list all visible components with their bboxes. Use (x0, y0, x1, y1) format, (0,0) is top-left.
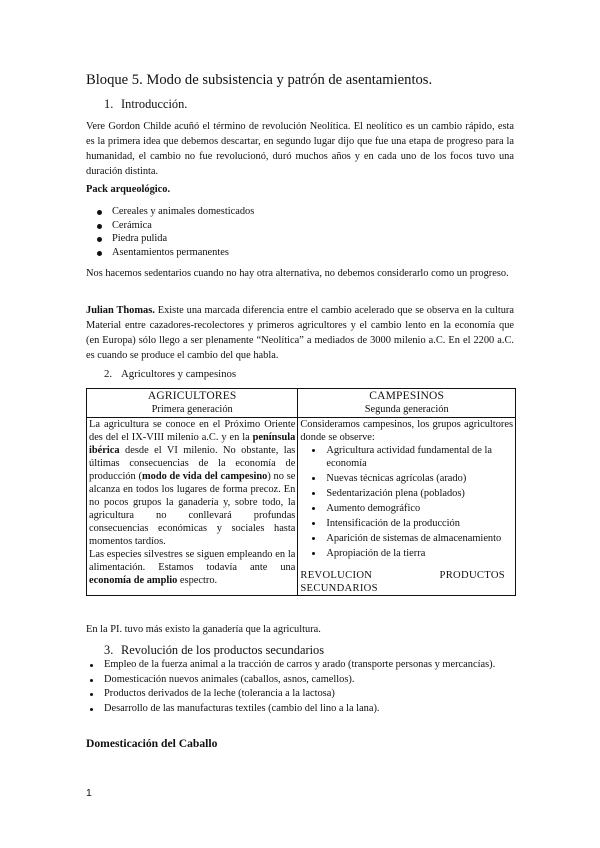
section-title: Revolución de los productos secundarios (121, 643, 325, 657)
bullet-icon (90, 693, 93, 696)
list-item: Apropiación de la tierra (300, 547, 513, 560)
page-title: Bloque 5. Modo de subsistencia y patrón de asentamientos. (86, 72, 433, 88)
pi-paragraph: En la PI. tuvo más existo la ganadería que la agricultura. (86, 624, 321, 635)
sedentarios-paragraph: Nos hacemos sedentarios cuando no hay otra alternativa, no debemos considerarlo como un progreso. (86, 268, 509, 279)
list-item: Productos derivados de la leche (tolerancia a la lactosa) (84, 687, 518, 702)
list-item: Empleo de la fuerza animal a la tracción de carros y arado (transporte personas y mercancías). (84, 658, 518, 673)
table-header-row (87, 389, 516, 418)
section-heading-introduccion (104, 96, 187, 113)
list-item: Piedra pulida (86, 232, 254, 246)
list-item: Sedentarización plena (poblados) (300, 487, 513, 500)
bullet-icon (97, 251, 102, 256)
section-heading-agricultores (104, 367, 236, 382)
list-item: Intensificación de la producción (300, 517, 513, 530)
pack-heading: Pack arqueológico. (86, 184, 171, 195)
bullet-icon (312, 507, 315, 510)
bullet-icon (312, 492, 315, 495)
section-number: 3. (104, 643, 114, 657)
agricultores-campesinos-table (86, 388, 516, 596)
bullet-icon (97, 224, 102, 229)
list-item: Desarrollo de las manufacturas textiles (cambio del lino a la lana). (84, 702, 518, 717)
thomas-text: Existe una marcada diferencia entre el cambio acelerado que se observa en la cultura Material entre cazadores-recolectores y primeros agricultores y el cambio lento en la economía que (en Europa) sólo llego a ser plenamente “Neolítica” a mediados de 3000 milenio a.C. En el 2200 a.C. es cuando se produce el cambio del que habla. (86, 305, 514, 361)
author-name: Julian Thomas. (86, 305, 155, 316)
list-item: Cerámica (86, 219, 254, 233)
bullet-icon (312, 537, 315, 540)
bullet-icon (312, 477, 315, 480)
agricultores-text-1: La agricultura se conoce en el Próximo Oriente des del el IX-VIII milenio a.C. y en la península ibérica desde el VI milenio. No obstante, las últimas consecuencias de la economía de producción (modo de vida del campesino) no se alcanza en todos los lugares de forma precoz. En no pocos grupos la ganadería y, sobre todo, la agricultura no conllevará profundas consecuencias económicas y sociales hasta momentos tardíos. (89, 419, 296, 547)
list-item: Asentamientos permanentes (86, 246, 254, 260)
table-header-agricultores: AGRICULTORES Primera generación (87, 389, 298, 418)
list-item: Aparición de sistemas de almacenamiento (300, 532, 513, 545)
section-heading-productos-secundarios (104, 642, 324, 659)
table-row (87, 418, 516, 596)
campesinos-list (300, 444, 513, 560)
intro-paragraph: Vere Gordon Childe acuñó el término de revolución Neolítica. El neolítico es un cambio rápido, esta es la primera idea que debemos descartar, en segundo lugar dijo que fue una etapa de progreso para la humanidad, el cambio no fue revolucionó, duró muchos años y en cada uno de los focos tuvo una duración distinta. (86, 121, 514, 177)
table-header-campesinos: CAMPESINOS Segunda generación (298, 389, 516, 418)
bullet-icon (312, 552, 315, 555)
bullet-icon (90, 679, 93, 682)
bullet-icon (97, 237, 102, 242)
agricultores-cell (87, 418, 298, 596)
secundarios-line: SECUNDARIOS (300, 583, 378, 594)
bullet-icon (312, 522, 315, 525)
list-item: Agricultura actividad fundamental de la economía (300, 444, 513, 470)
revolucion-productos-line: REVOLUCION PRODUCTOS (300, 570, 505, 581)
bullet-icon (90, 664, 93, 667)
list-item: Nuevas técnicas agrícolas (arado) (300, 472, 513, 485)
productos-secundarios-list (84, 658, 518, 716)
list-item: Domesticación nuevos animales (caballos, asnos, camellos). (84, 673, 518, 688)
list-item: Cereales y animales domesticados (86, 205, 254, 219)
bullet-icon (97, 210, 102, 215)
agricultores-text-2: Las especies silvestres se siguen empleando en la alimentación. Estamos todavía ante una economía de amplio espectro. (89, 549, 296, 586)
list-item: Aumento demográfico (300, 502, 513, 515)
section-number: 1. (104, 97, 114, 111)
section-title: Agricultores y campesinos (121, 368, 237, 380)
caballo-heading: Domesticación del Caballo (86, 737, 218, 750)
campesinos-intro: Consideramos campesinos, los grupos agricultores donde se observe: (300, 419, 513, 443)
bullet-icon (90, 708, 93, 711)
section-number: 2. (104, 368, 113, 380)
campesinos-cell (298, 418, 516, 596)
page-number: 1 (86, 788, 92, 799)
bullet-icon (312, 449, 315, 452)
thomas-paragraph (86, 303, 514, 363)
pack-list (86, 205, 254, 259)
section-title: Introducción. (121, 97, 188, 111)
